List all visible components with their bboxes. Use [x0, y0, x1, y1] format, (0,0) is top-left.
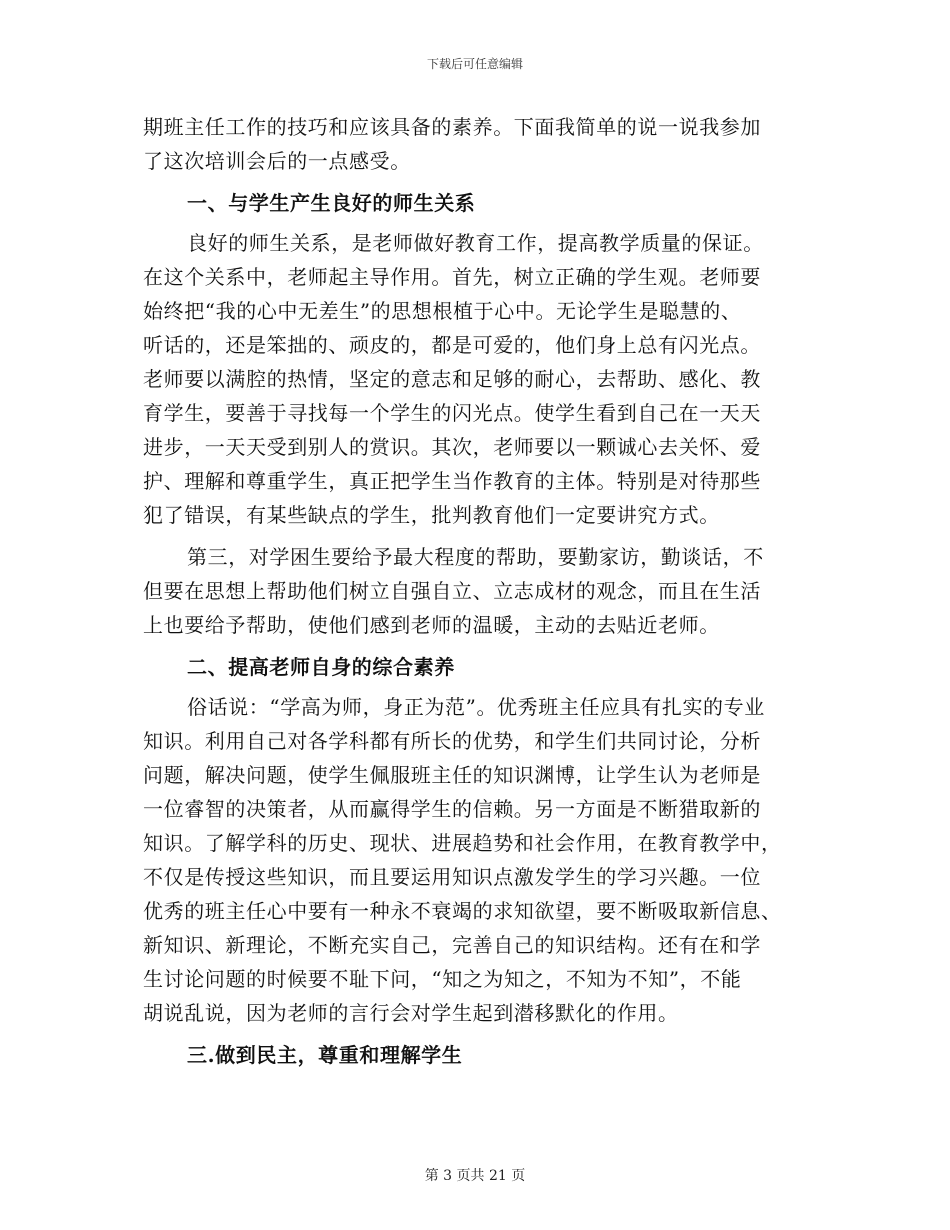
- paragraph-line: 犯了错误，有某些缺点的学生，批判教育他们一定要讲究方式。: [143, 503, 720, 527]
- paragraph-line: 始终把“我的心中无差生”的思想根植于心中。无论学生是聪慧的、: [143, 299, 742, 323]
- paragraph-line: 知识。利用自己对各学科都有所长的优势，和学生们共同讨论，分析: [143, 729, 761, 753]
- paragraph-line: 问题，解决问题，使学生佩服班主任的知识渊博，让学生认为老师是: [143, 763, 761, 787]
- paragraph-line: 优秀的班主任心中要有一种永不衰竭的求知欲望，要不断吸取新信息、: [143, 899, 782, 923]
- paragraph-line: 新知识、新理论，不断充实自己，完善自己的知识结构。还有在和学: [143, 933, 761, 957]
- paragraph-line: 老师要以满腔的热情，坚定的意志和足够的耐心，去帮助、感化、教: [143, 367, 761, 391]
- paragraph-line: 育学生，要善于寻找每一个学生的闪光点。使学生看到自己在一天天: [143, 401, 761, 425]
- paragraph-line: 第三，对学困生要给予最大程度的帮助，要勤家访，勤谈话，不: [187, 545, 764, 569]
- page-footer: 第 3 页共 21 页: [424, 1168, 526, 1184]
- section-heading: 三.做到民主，尊重和理解学生: [187, 1043, 463, 1067]
- paragraph-line: 知识。了解学科的历史、现状、进展趋势和社会作用，在教育教学中，: [143, 831, 782, 855]
- paragraph-line: 护、理解和尊重学生，真正把学生当作教育的主体。特别是对待那些: [143, 469, 761, 493]
- paragraph-line: 在这个关系中，老师起主导作用。首先，树立正确的学生观。老师要: [143, 265, 761, 289]
- page-header: 下载后可任意编辑: [426, 57, 523, 71]
- paragraph-line: 生讨论问题的时候要不耻下问，“知之为知之，不知为不知”，不能: [143, 967, 742, 991]
- paragraph-line: 俗话说：“学高为师，身正为范”。优秀班主任应具有扎实的专业: [187, 695, 765, 719]
- section-heading: 一、与学生产生良好的师生关系: [187, 191, 476, 215]
- paragraph-line: 听话的，还是笨拙的、顽皮的，都是可爱的，他们身上总有闪光点。: [143, 333, 761, 357]
- section-heading: 二、提高老师自身的综合素养: [187, 655, 455, 679]
- paragraph-line: 但要在思想上帮助他们树立自强自立、立志成材的观念，而且在生活: [143, 579, 761, 603]
- paragraph-line: 不仅是传授这些知识，而且要运用知识点激发学生的学习兴趣。一位: [143, 865, 761, 889]
- paragraph-line: 了这次培训会后的一点感受。: [143, 149, 411, 173]
- paragraph-line: 一位睿智的决策者，从而赢得学生的信赖。另一方面是不断猎取新的: [143, 797, 761, 821]
- paragraph-line: 进步，一天天受到别人的赏识。其次，老师要以一颗诚心去关怀、爱: [143, 435, 761, 459]
- paragraph-line: 上也要给予帮助，使他们感到老师的温暖，主动的去贴近老师。: [143, 613, 720, 637]
- paragraph-line: 良好的师生关系，是老师做好教育工作，提高教学质量的保证。: [187, 231, 764, 255]
- paragraph-line: 胡说乱说，因为老师的言行会对学生起到潜移默化的作用。: [143, 1001, 679, 1025]
- paragraph-line: 期班主任工作的技巧和应该具备的素养。下面我简单的说一说我参加: [143, 115, 761, 139]
